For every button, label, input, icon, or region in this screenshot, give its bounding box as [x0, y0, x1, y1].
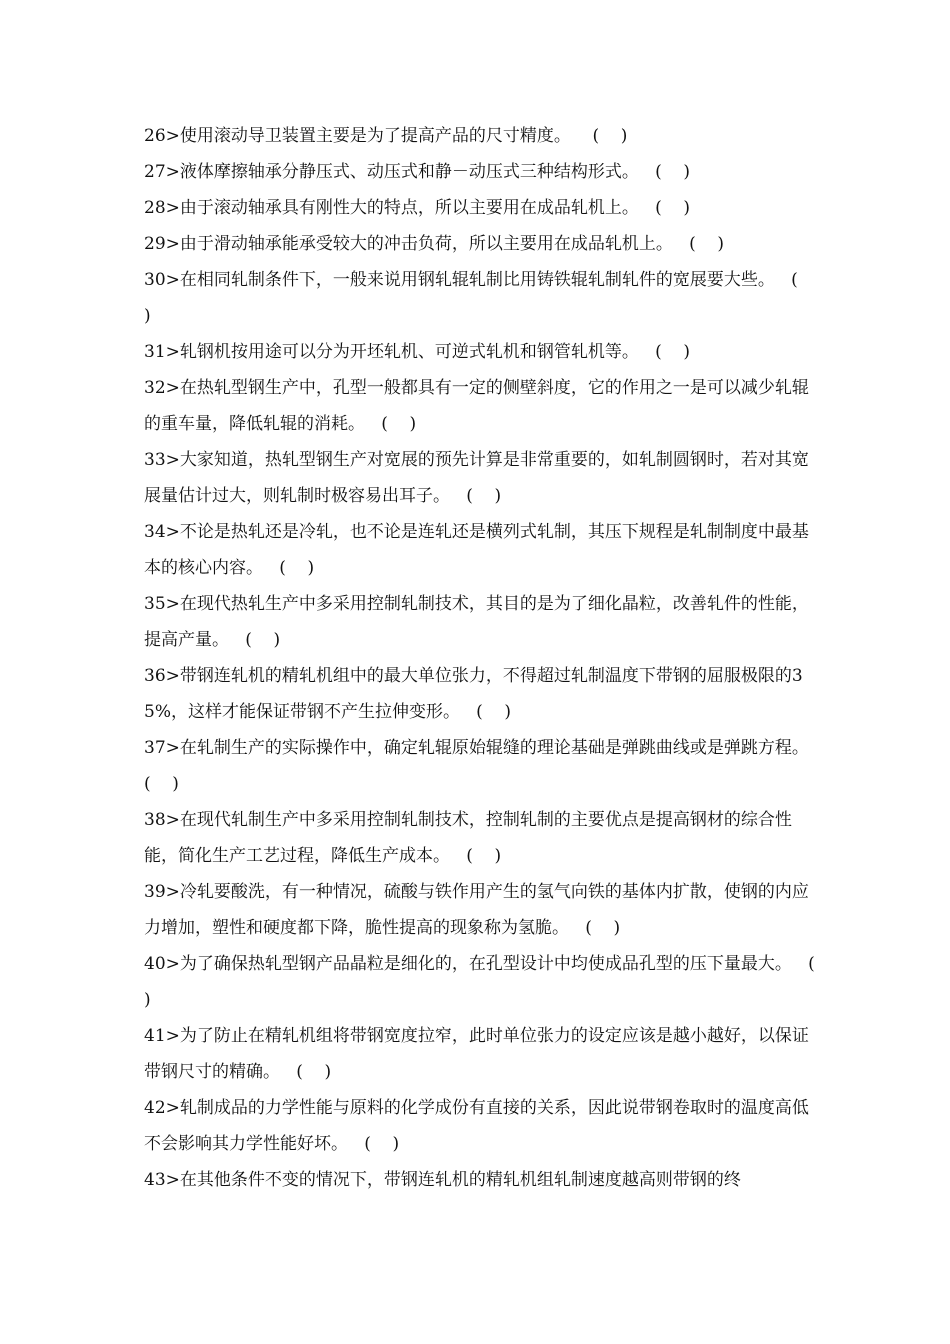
question-36: 36>带钢连轧机的精轧机组中的最大单位张力，不得超过轧制温度下带钢的屈服极限的35%，这样才能保证带钢不产生拉伸变形。 ( ) — [144, 666, 803, 722]
question-29: 29>由于滑动轴承能承受较大的冲击负荷，所以主要用在成品轧机上。 ( ) — [144, 234, 724, 254]
question-35: 35>在现代热轧生产中多采用控制轧制技术，其目的是为了细化晶粒，改善轧件的性能，提高产量。 ( ) — [144, 594, 809, 650]
question-37: 37>在轧制生产的实际操作中，确定轧辊原始辊缝的理论基础是弹跳曲线或是弹跳方程。 ( ) — [144, 738, 826, 794]
question-32: 32>在热轧型钢生产中，孔型一般都具有一定的侧壁斜度，它的作用之一是可以减少轧辊的重车量，降低轧辊的消耗。 ( ) — [144, 378, 809, 434]
question-40: 40>为了确保热轧型钢产品晶粒是细化的，在孔型设计中均使成品孔型的压下量最大。 ( ) — [144, 954, 837, 1010]
question-41: 41>为了防止在精轧机组将带钢宽度拉窄，此时单位张力的设定应该是越小越好，以保证带钢尺寸的精确。 ( ) — [144, 1026, 809, 1082]
question-26: 26>使用滚动导卫装置主要是为了提高产品的尺寸精度。 ( ) — [144, 126, 628, 146]
question-list — [144, 118, 837, 1198]
question-28: 28>由于滚动轴承具有刚性大的特点，所以主要用在成品轧机上。 ( ) — [144, 198, 690, 218]
question-33: 33>大家知道，热轧型钢生产对宽展的预先计算是非常重要的，如轧制圆钢时，若对其宽展量估计过大，则轧制时极容易出耳子。 ( ) — [144, 450, 809, 506]
question-27: 27>液体摩擦轴承分静压式、动压式和静－动压式三种结构形式。 ( ) — [144, 162, 690, 182]
question-30: 30>在相同轧制条件下，一般来说用钢轧辊轧制比用铸铁辊轧制轧件的宽展要大些。 ( ) — [144, 270, 820, 326]
question-39: 39>冷轧要酸洗，有一种情况，硫酸与铁作用产生的氢气向铁的基体内扩散，使钢的内应力增加，塑性和硬度都下降，脆性提高的现象称为氢脆。 ( ) — [144, 882, 809, 938]
question-42: 42>轧制成品的力学性能与原料的化学成份有直接的关系，因此说带钢卷取时的温度高低不会影响其力学性能好坏。 ( ) — [144, 1098, 809, 1154]
question-31: 31>轧钢机按用途可以分为开坯轧机、可逆式轧机和钢管轧机等。 ( ) — [144, 342, 690, 362]
question-43: 43>在其他条件不变的情况下，带钢连轧机的精轧机组轧制速度越高则带钢的终 — [144, 1170, 741, 1190]
question-34: 34>不论是热轧还是冷轧，也不论是连轧还是横列式轧制，其压下规程是轧制制度中最基本的核心内容。 ( ) — [144, 522, 809, 578]
question-38: 38>在现代轧制生产中多采用控制轧制技术，控制轧制的主要优点是提高钢材的综合性能，简化生产工艺过程，降低生产成本。 ( ) — [144, 810, 792, 866]
